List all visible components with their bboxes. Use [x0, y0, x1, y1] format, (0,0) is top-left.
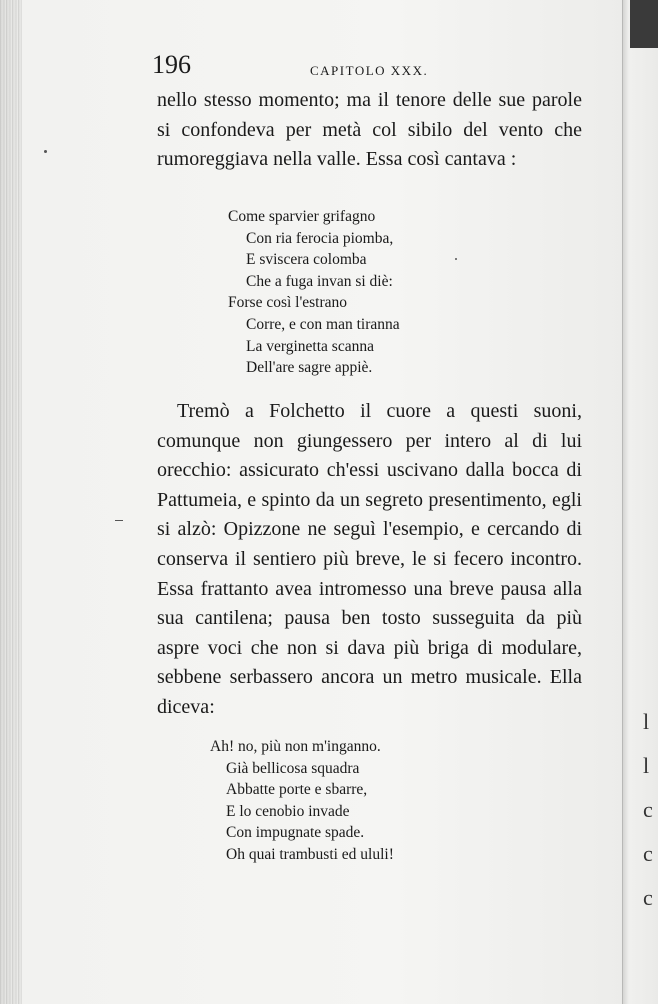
page-header — [152, 50, 582, 84]
verse-line: Dell'are sagre appiè. — [246, 359, 373, 377]
verse-line: Corre, e con man tiranna — [246, 315, 400, 333]
scan-shadow-corner — [630, 0, 658, 48]
narrative-paragraph — [157, 397, 582, 723]
paragraph-continuation — [157, 86, 582, 175]
verse-line: Come sparvier grifagno — [228, 208, 376, 225]
verse-line: Già bellicosa squadra — [226, 759, 360, 777]
verse-line: Forse così l'estrano — [228, 294, 348, 312]
paragraph-text: nello stesso momento; ma il tenore delle sue parole si confondeva per metà col sibilo del vento che rumoreggiava nella valle. Essa così cantava : — [157, 89, 582, 171]
paragraph-text: Tremò a Folchetto il cuore a questi suoni, comunque non giungessero per intero al di lui orecchio: assicurato ch'essi uscivano dalla bocca di Pattumeia, e spinto da un segreto presentimento, egli si alzò: Opizzone ne seguì l'esempio, e cercando di conserva il sentiero più breve, le si fecero incontro. Essa frattanto avea intromesso una breve pausa alla sua cantilena; pausa ben tosto susseguita da più aspre voci che non si dava più briga di modulare, sebbene serbassero ancora un metro musicale. Ella diceva: — [157, 400, 582, 718]
facing-page-letters: l l c c c — [643, 709, 653, 910]
running-head: CAPITOLO XXX. — [310, 63, 429, 78]
verse-line: E lo cenobio invade — [226, 802, 350, 820]
scan-speck — [455, 258, 457, 260]
verse-line: E sviscera colomba — [246, 251, 367, 269]
verse-line: Oh quai trambusti ed ululi! — [226, 845, 394, 863]
scan-speck — [115, 520, 123, 521]
verse-line: Con impugnate spade. — [226, 824, 365, 842]
verse-line: Che a fuga invan si diè: — [246, 272, 393, 290]
scan-speck — [44, 150, 47, 153]
verse-line: La verginetta scanna — [246, 337, 374, 355]
left-binding-edge — [0, 0, 22, 1004]
verse-line: Abbatte porte e sbarre, — [226, 781, 368, 799]
verse-line: Con ria ferocia piomba, — [246, 229, 394, 247]
song-stanza-2 — [210, 736, 394, 866]
page-number: 196 — [152, 50, 191, 79]
song-stanza-1 — [228, 206, 400, 379]
verse-line: Ah! no, più non m'inganno. — [210, 738, 381, 755]
